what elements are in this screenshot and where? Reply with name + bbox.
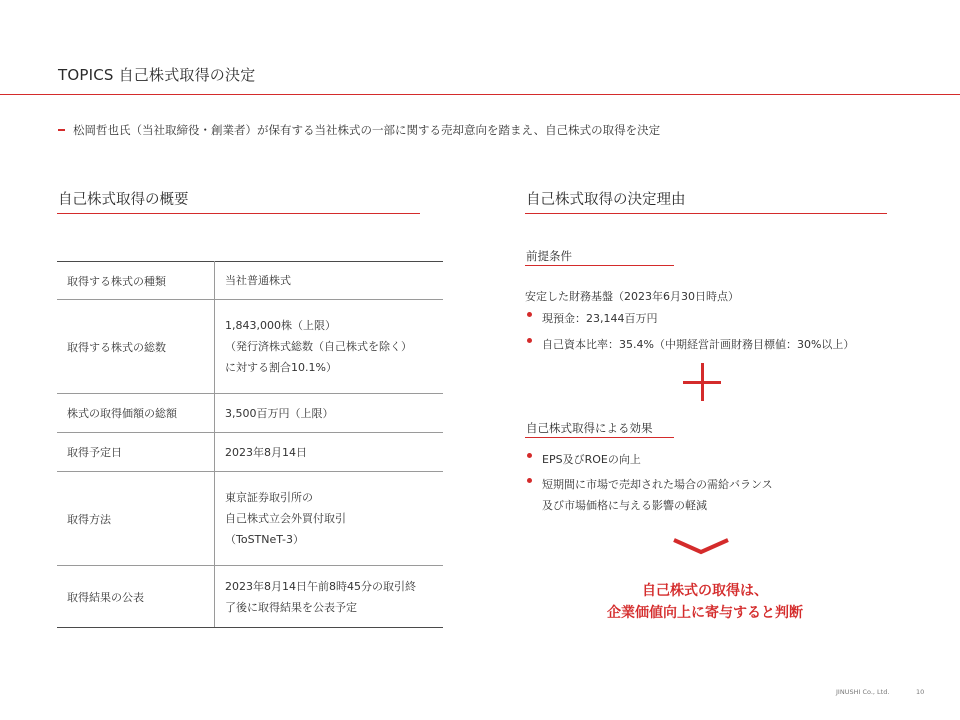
premise-title: 前提条件 <box>526 249 572 263</box>
list-item-text <box>542 474 773 516</box>
list-item <box>525 334 854 355</box>
list-item-line: 及び市場価格に与える影響の軽減 <box>542 499 707 512</box>
premise-text: 安定した財務基盤（2023年6月30日時点） <box>525 290 739 303</box>
row-value <box>215 300 444 394</box>
bullet-dot-icon <box>527 478 532 483</box>
page-title: TOPICS 自己株式取得の決定 <box>58 66 256 84</box>
row-value-line: 1,843,000株（上限） <box>225 319 336 332</box>
table-row <box>57 566 443 628</box>
overview-title: 自己株式取得の概要 <box>58 192 189 208</box>
row-value <box>215 472 444 566</box>
effect-divider <box>525 437 674 438</box>
row-value-line: 東京証券取引所の <box>225 491 313 504</box>
premise-divider <box>525 265 674 266</box>
row-label: 取得予定日 <box>57 433 215 472</box>
table-row <box>57 300 443 394</box>
bullet-dot-icon <box>527 312 532 317</box>
row-value-line: 自己株式立会外買付取引 <box>225 512 346 525</box>
lead-statement <box>58 122 660 138</box>
row-value-line: 2023年8月14日 <box>225 445 307 459</box>
list-item <box>525 474 773 516</box>
table-row <box>57 394 443 433</box>
page-number: 10 <box>916 688 925 696</box>
row-value-line: 2023年8月14日午前8時45分の取引終 <box>225 579 416 593</box>
table-row <box>57 472 443 566</box>
reason-title: 自己株式取得の決定理由 <box>526 192 686 208</box>
row-label: 取得する株式の種類 <box>57 262 215 300</box>
bullet-dot-icon <box>527 453 532 458</box>
row-value-line: （ToSTNeT-3） <box>225 533 304 546</box>
bullet-dot-icon <box>527 338 532 343</box>
list-item-line: 短期間に市場で売却された場合の需給バランス <box>542 478 773 491</box>
chevron-down-icon <box>672 537 730 557</box>
dash-icon <box>58 129 65 131</box>
effect-title: 自己株式取得による効果 <box>526 421 653 435</box>
list-item-text: 現預金：23,144百万円 <box>542 312 658 325</box>
row-label: 取得する株式の総数 <box>57 300 215 394</box>
lead-text: 松岡哲也氏（当社取締役・創業者）が保有する当社株式の一部に関する売却意向を踏まえ、自己株式の取得を決定 <box>73 123 661 137</box>
list-item-text <box>542 449 641 470</box>
row-value-line: （発行済株式総数（自己株式を除く） <box>225 340 412 353</box>
conclusion <box>560 580 850 624</box>
conclusion-line: 企業価値向上に寄与すると判断 <box>607 605 803 621</box>
list-item-line: EPS及びROEの向上 <box>542 453 641 466</box>
conclusion-line: 自己株式の取得は、 <box>642 583 768 599</box>
footer-company: JINUSHI Co., Ltd. <box>836 688 890 696</box>
row-value <box>215 433 444 472</box>
row-label: 取得結果の公表 <box>57 566 215 628</box>
row-label: 株式の取得価額の総額 <box>57 394 215 433</box>
plus-icon-stem <box>701 363 704 401</box>
overview-table <box>57 261 443 628</box>
row-value <box>215 566 444 628</box>
list-item <box>525 449 641 470</box>
row-value-line: 3,500百万円（上限） <box>225 406 334 420</box>
row-value <box>215 262 444 300</box>
row-label: 取得方法 <box>57 472 215 566</box>
table-row <box>57 262 443 300</box>
row-value-line: 当社普通株式 <box>225 274 291 287</box>
overview-divider <box>57 213 420 214</box>
reason-divider <box>525 213 887 214</box>
row-value-line: に対する割合10.1%） <box>225 361 337 374</box>
table-row <box>57 433 443 472</box>
row-value <box>215 394 444 433</box>
title-divider <box>0 94 960 95</box>
list-item-text: 自己資本比率：35.4%（中期経営計画財務目標値：30%以上） <box>542 338 855 351</box>
row-value-line: 了後に取得結果を公表予定 <box>225 600 357 614</box>
list-item <box>525 308 658 329</box>
